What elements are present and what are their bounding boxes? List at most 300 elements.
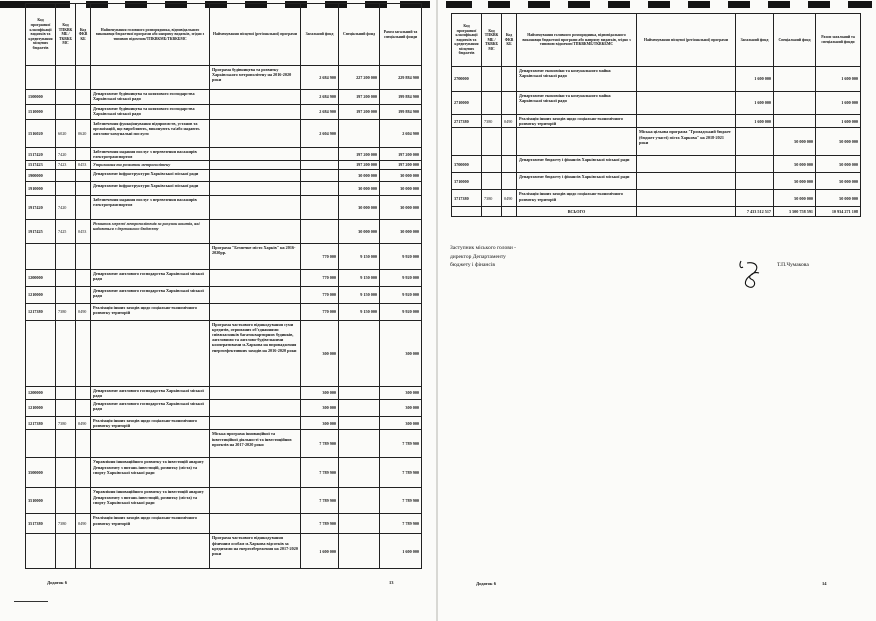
header-general-fund: Загальний фонд [736, 14, 774, 67]
program-code-cell: 1200000 [26, 269, 56, 286]
program-code-cell: 2700000 [452, 67, 482, 92]
total-cell: 300 000 [380, 386, 422, 399]
program-code-cell: 1210000 [26, 286, 56, 303]
fkvkb-cell [76, 148, 91, 161]
special-fund-cell [339, 534, 380, 569]
tpkvkmb-cell: 7420 [56, 148, 76, 161]
general-fund-cell: 300 000 [301, 417, 339, 430]
special-fund-cell: 9 150 000 [339, 269, 380, 286]
scan-header-right [438, 0, 876, 10]
program-name-cell [210, 386, 301, 399]
manager-cell: Реалізація інших заходів щодо соціально-економічного розвитку територій [517, 190, 637, 207]
program-code-cell: 3717380 [452, 190, 482, 207]
header-tpkvkmb: Код ТПКВКМБ / ТКВКБМС [56, 4, 76, 66]
special-fund-cell [339, 320, 380, 386]
special-fund-cell: 197 200 000 [339, 105, 380, 120]
fkvkb-cell [76, 430, 91, 458]
fkvkb-cell [76, 286, 91, 303]
special-fund-cell: 197 200 000 [339, 161, 380, 169]
total-cell: 199 884 900 [380, 90, 422, 105]
table-row [26, 417, 422, 430]
total-cell: 1 600 000 [380, 534, 422, 569]
special-fund-cell [339, 514, 380, 534]
manager-cell: Департамент житлового господарства Харківської міської ради [91, 286, 210, 303]
tpkvkmb-cell [56, 488, 76, 514]
header-manager: Найменування головного розпорядника, відповідального виконавця бюджетної програми або напряму видатків, згідно з типовою відомчою/ТПКВКМБ/ТКВКБМС [91, 4, 210, 66]
table-row [452, 128, 861, 156]
manager-cell [91, 534, 210, 569]
manager-cell: Департамент будівництва та шляхового господарства Харківської міської ради [91, 90, 210, 105]
table-row [26, 303, 422, 320]
general-fund-cell: 300 000 [301, 400, 339, 417]
tpkvkmb-cell [482, 156, 502, 173]
special-fund-cell [774, 115, 816, 128]
program-code-cell: 1516020 [26, 120, 56, 148]
fkvkb-cell [76, 169, 91, 181]
manager-cell: Департамент житлового господарства Харківської міської ради [91, 269, 210, 286]
program-name-cell [210, 161, 301, 169]
left-budget-table [25, 3, 422, 569]
manager-cell: Департамент житлового господарства Харківської міської ради [91, 386, 210, 399]
general-fund-cell [736, 190, 774, 207]
program-name-cell [210, 458, 301, 488]
manager-cell: Утримання та розвиток метрополітену [91, 161, 210, 169]
general-fund-cell [736, 173, 774, 190]
total-cell: 50 000 000 [816, 156, 861, 173]
fkvkb-cell: 0453 [76, 161, 91, 169]
footer-right-label: Додаток 6 [476, 581, 496, 586]
manager-cell: Розвиток мережі метрополітенів за рахунок коштів, які надаються з державного бюджету [91, 219, 210, 243]
program-name-cell [210, 181, 301, 195]
tpkvkmb-cell: 7420 [56, 195, 76, 219]
program-code-cell: 2717380 [452, 115, 482, 128]
tpkvkmb-cell [56, 105, 76, 120]
table-row [26, 269, 422, 286]
handwritten-signature [735, 257, 769, 291]
header-program-name: Найменування місцевої (регіональної) програми [637, 14, 736, 67]
program-code-cell: 1910000 [26, 181, 56, 195]
program-code-cell: 3517380 [26, 514, 56, 534]
special-fund-cell: 50 000 000 [774, 156, 816, 173]
tpkvkmb-cell: 7380 [56, 514, 76, 534]
special-fund-cell [339, 386, 380, 399]
manager-cell: Забезпечення функціонування підприємств, установ та організацій, що виробляють, виконують та/або надають житлово-комунальні послуги [91, 120, 210, 148]
fkvkb-cell [76, 320, 91, 386]
program-code-cell: 3710000 [452, 173, 482, 190]
program-code-cell [26, 534, 56, 569]
table-row [26, 488, 422, 514]
header-fkvkb: Код ФКВКБ [76, 4, 91, 66]
tpkvkmb-cell: 7425 [56, 219, 76, 243]
general-fund-cell: 770 000 [301, 269, 339, 286]
program-code-cell: 1900000 [26, 169, 56, 181]
total-cell: 229 884 900 [380, 66, 422, 90]
program-name-cell: Програма часткового відшкодування суми кредитів, отриманих об'єднаннями співвласників багатоквартирних будинків, житловими та житлово-будівельними кооперативами м.Харкова на впровадження енергоефективних заходів на 2016-2020 роки [210, 320, 301, 386]
table-row [26, 181, 422, 195]
fkvkb-cell [76, 534, 91, 569]
total-row [452, 207, 861, 217]
table-row [26, 514, 422, 534]
table-row [452, 115, 861, 128]
fkvkb-cell [76, 181, 91, 195]
manager-cell [91, 320, 210, 386]
program-name-cell [210, 90, 301, 105]
general-fund-cell: 7 789 900 [301, 488, 339, 514]
manager-cell: Департамент бюджету і фінансів Харківської міської ради [517, 156, 637, 173]
fkvkb-cell [76, 488, 91, 514]
program-name-cell: Програма будівництва та розвитку Харківського метрополітену на 2016-2020 роки [210, 66, 301, 90]
header-program-code: Код програмної класифікації видатків та кредитування місцевих бюджетів [26, 4, 56, 66]
special-fund-cell: 30 000 000 [339, 219, 380, 243]
general-fund-cell: 1 600 000 [736, 92, 774, 115]
general-fund-cell: 770 000 [301, 286, 339, 303]
program-code-cell: 1510000 [26, 105, 56, 120]
scan-artifact-line [14, 601, 48, 602]
program-name-cell [637, 115, 736, 128]
table-header [452, 14, 861, 67]
table-row [26, 458, 422, 488]
fkvkb-cell: 0490 [76, 303, 91, 320]
special-fund-cell: 30 000 000 [339, 169, 380, 181]
program-code-cell: 1517420 [26, 148, 56, 161]
program-code-cell: 2710000 [452, 92, 482, 115]
program-code-cell [452, 128, 482, 156]
table-row [26, 534, 422, 569]
tpkvkmb-cell: 6020 [56, 120, 76, 148]
page-fold [436, 0, 438, 621]
manager-cell: Департамент інфраструктури Харківської міської ради [91, 181, 210, 195]
program-code-cell [26, 243, 56, 269]
tpkvkmb-cell [56, 169, 76, 181]
program-code-cell: 3510000 [26, 488, 56, 514]
general-fund-cell: 770 000 [301, 243, 339, 269]
total-cell: 7 789 900 [380, 430, 422, 458]
tpkvkmb-cell [56, 286, 76, 303]
general-fund-cell [736, 128, 774, 156]
program-name-cell [210, 148, 301, 161]
table-row [26, 219, 422, 243]
program-code-cell: 1217380 [26, 417, 56, 430]
manager-cell [91, 430, 210, 458]
tpkvkmb-cell [56, 458, 76, 488]
program-code-cell: 3500000 [26, 458, 56, 488]
fkvkb-cell [76, 90, 91, 105]
total-cell: 7 789 900 [380, 488, 422, 514]
table-row [26, 161, 422, 169]
header-tpkvkmb: Код ТПКВКМБ / ТКВКБМС [482, 14, 502, 67]
total-cell: 50 000 000 [816, 128, 861, 156]
general-fund-cell [301, 169, 339, 181]
scan-header-dash [608, 1, 630, 8]
scan-header-dash [446, 1, 472, 8]
total-cell: 197 200 000 [380, 148, 422, 161]
footer-right-page: 14 [822, 581, 827, 586]
total-cell: 2 604 900 [380, 120, 422, 148]
table-row [26, 195, 422, 219]
special-fund-cell: 9 150 000 [339, 303, 380, 320]
special-fund-cell: 197 200 000 [339, 90, 380, 105]
general-fund-cell: 1 600 000 [736, 115, 774, 128]
tpkvkmb-cell: 7380 [56, 303, 76, 320]
program-name-cell: Програма "Безпечне місто Харків" на 2016-2020рр. [210, 243, 301, 269]
scan-header-dash [488, 1, 510, 8]
program-name-cell: Міська цільова програма "Громадський бюджет (бюджет участі) міста Харкова" на 2018-2021 роки [637, 128, 736, 156]
fkvkb-cell [502, 156, 517, 173]
program-code-cell: 1217380 [26, 303, 56, 320]
general-fund-cell: 1 600 000 [301, 534, 339, 569]
general-fund-cell [736, 156, 774, 173]
total-cell: 50 000 000 [816, 190, 861, 207]
fkvkb-cell [502, 207, 517, 217]
total-cell: 197 200 000 [380, 161, 422, 169]
general-fund-cell: 2 684 900 [301, 105, 339, 120]
scan-header-dash [728, 1, 750, 8]
scan-header-dash [848, 1, 872, 8]
special-fund-cell [339, 400, 380, 417]
program-code-cell: 1917420 [26, 195, 56, 219]
tpkvkmb-cell [56, 534, 76, 569]
program-name-cell [210, 219, 301, 243]
total-cell: 1 600 000 [816, 67, 861, 92]
general-fund-cell: 7 789 900 [301, 514, 339, 534]
special-fund-cell: 30 000 000 [339, 195, 380, 219]
general-fund-cell: 1 600 000 [736, 67, 774, 92]
manager-cell: ВСЬОГО [517, 207, 637, 217]
general-fund-cell [301, 148, 339, 161]
general-fund-cell: 2 684 900 [301, 90, 339, 105]
manager-cell: Реалізація інших заходів щодо соціально-економічного розвитку територій [517, 115, 637, 128]
program-name-cell [210, 303, 301, 320]
fkvkb-cell [76, 400, 91, 417]
total-cell: 1 600 000 [816, 92, 861, 115]
program-name-cell [637, 67, 736, 92]
program-code-cell: 1210000 [26, 400, 56, 417]
special-fund-cell: 9 150 000 [339, 243, 380, 269]
total-cell: 30 000 000 [380, 219, 422, 243]
special-fund-cell: 50 000 000 [774, 173, 816, 190]
scan-header-dash [648, 1, 670, 8]
manager-cell: Департамент інфраструктури Харківської міської ради [91, 169, 210, 181]
tpkvkmb-cell [482, 207, 502, 217]
fkvkb-cell [76, 386, 91, 399]
general-fund-cell: 2 684 900 [301, 66, 339, 90]
signatory-name: Т.П.Чумакова [777, 262, 809, 268]
program-name-cell [210, 488, 301, 514]
table-row [26, 400, 422, 417]
fkvkb-cell: 0490 [502, 190, 517, 207]
fkvkb-cell [76, 458, 91, 488]
tpkvkmb-cell [56, 243, 76, 269]
scan-header-dash [568, 1, 590, 8]
manager-cell: Департамент будівництва та шляхового господарства Харківської міської ради [91, 105, 210, 120]
tpkvkmb-cell [56, 320, 76, 386]
total-cell: 7 789 900 [380, 514, 422, 534]
header-general-fund: Загальний фонд [301, 4, 339, 66]
program-name-cell [210, 514, 301, 534]
program-name-cell: Міська програма інноваційної та інвестиційної діяльності та інвестиційних проектів на 2017-2020 роки [210, 430, 301, 458]
general-fund-cell [301, 181, 339, 195]
general-fund-cell [301, 161, 339, 169]
tpkvkmb-cell [482, 92, 502, 115]
program-name-cell [210, 105, 301, 120]
general-fund-cell: 7 433 512 517 [736, 207, 774, 217]
manager-cell: Управління інноваційного розвитку та інвестицій апарату Департаменту з питань інвестицій, розвитку (міста) та спорту Харківської міської ради [91, 488, 210, 514]
table-row [26, 105, 422, 120]
total-cell: 1 600 000 [816, 115, 861, 128]
footer-left-label: Додаток 6 [47, 580, 67, 585]
fkvkb-cell: 0620 [76, 120, 91, 148]
table-row [26, 66, 422, 90]
total-cell: 9 920 000 [380, 286, 422, 303]
special-fund-cell [339, 417, 380, 430]
fkvkb-cell: 0490 [502, 115, 517, 128]
signature-line-1: Заступник міського голови - [450, 245, 516, 251]
program-name-cell [637, 92, 736, 115]
manager-cell: Департамент економіки та комунального майна Харківської міської ради [517, 92, 637, 115]
manager-cell: Забезпечення надання послуг з перевезення пасажирів електротранспортом [91, 148, 210, 161]
header-special-fund: Спеціальний фонд [774, 14, 816, 67]
general-fund-cell [301, 195, 339, 219]
manager-cell [91, 243, 210, 269]
table-row [452, 173, 861, 190]
general-fund-cell: 7 789 900 [301, 458, 339, 488]
general-fund-cell: 770 000 [301, 303, 339, 320]
program-name-cell [210, 195, 301, 219]
tpkvkmb-cell [56, 386, 76, 399]
scan-header-dash [688, 1, 710, 8]
header-total-funds: Разом загальний та спеціальний фонди [816, 14, 861, 67]
fkvkb-cell [502, 67, 517, 92]
program-name-cell [210, 286, 301, 303]
manager-cell: Реалізація інших заходів щодо соціально-економічного розвитку територій [91, 417, 210, 430]
program-name-cell [210, 169, 301, 181]
manager-cell [517, 128, 637, 156]
tpkvkmb-cell: 7380 [482, 190, 502, 207]
table-header [26, 4, 422, 66]
program-code-cell: 1917425 [26, 219, 56, 243]
tpkvkmb-cell [56, 90, 76, 105]
program-code-cell: 1500000 [26, 90, 56, 105]
special-fund-cell [339, 458, 380, 488]
general-fund-cell: 7 789 900 [301, 430, 339, 458]
signature-block [450, 244, 516, 270]
total-cell: 30 000 000 [380, 169, 422, 181]
program-code-cell [26, 320, 56, 386]
fkvkb-cell: 0490 [76, 417, 91, 430]
manager-cell: Реалізація інших заходів щодо соціально-економічного розвитку територій [91, 514, 210, 534]
table-row [26, 286, 422, 303]
table-row [452, 156, 861, 173]
fkvkb-cell [76, 243, 91, 269]
program-name-cell [637, 190, 736, 207]
program-code-cell: 1200000 [26, 386, 56, 399]
scan-header-dash [808, 1, 830, 8]
special-fund-cell [339, 120, 380, 148]
fkvkb-cell [76, 66, 91, 90]
total-cell: 7 789 900 [380, 458, 422, 488]
table-row [26, 430, 422, 458]
fkvkb-cell: 0490 [76, 514, 91, 534]
header-fkvkb: Код ФКВКБ [502, 14, 517, 67]
manager-cell: Департамент житлового господарства Харківської міської ради [91, 400, 210, 417]
fkvkb-cell [76, 105, 91, 120]
table-row [26, 120, 422, 148]
program-name-cell [637, 173, 736, 190]
total-cell: 10 934 271 108 [816, 207, 861, 217]
table-row [26, 386, 422, 399]
special-fund-cell [774, 67, 816, 92]
header-program-name: Найменування місцевої (регіональної) програми [210, 4, 301, 66]
program-name-cell [210, 120, 301, 148]
manager-cell: Управління інноваційного розвитку та інвестицій апарату Департаменту з питань інвестицій, розвитку (міста) та спорту Харківської міської ради [91, 458, 210, 488]
fkvkb-cell [502, 128, 517, 156]
program-code-cell [26, 430, 56, 458]
program-code-cell [26, 66, 56, 90]
table-row [26, 320, 422, 386]
program-name-cell [637, 207, 736, 217]
tpkvkmb-cell [482, 173, 502, 190]
footer-left-page: 13 [389, 580, 394, 585]
total-cell: 300 000 [380, 320, 422, 386]
general-fund-cell: 300 000 [301, 386, 339, 399]
special-fund-cell [339, 488, 380, 514]
table-row [26, 90, 422, 105]
special-fund-cell: 3 500 758 591 [774, 207, 816, 217]
scan-header-dash [528, 1, 550, 8]
special-fund-cell: 30 000 000 [339, 181, 380, 195]
program-name-cell [210, 400, 301, 417]
header-special-fund: Спеціальний фонд [339, 4, 380, 66]
table-row [452, 190, 861, 207]
table-row [452, 92, 861, 115]
total-cell: 9 920 000 [380, 269, 422, 286]
manager-cell: Забезпечення надання послуг з перевезення пасажирів електротранспортом [91, 195, 210, 219]
header-total-funds: Разом загальний та спеціальний фонди [380, 4, 422, 66]
special-fund-cell [774, 92, 816, 115]
header-program-code: Код програмної класифікації видатків та кредитування місцевих бюджетів [452, 14, 482, 67]
manager-cell [91, 66, 210, 90]
special-fund-cell: 50 000 000 [774, 190, 816, 207]
tpkvkmb-cell [56, 181, 76, 195]
scan-header-dash [768, 1, 790, 8]
signature-line-2: директор Департаменту [450, 253, 506, 260]
manager-cell: Департамент бюджету і фінансів Харківської міської ради [517, 173, 637, 190]
fkvkb-cell: 0453 [76, 219, 91, 243]
tpkvkmb-cell [482, 128, 502, 156]
table-row [26, 148, 422, 161]
program-name-cell: Програма часткового відшкодування фізичним особам м.Харкова відсотків за кредитами на енергозбереження на 2017-2020 роки [210, 534, 301, 569]
signature-line-3: бюджету і фінансів [450, 262, 495, 269]
tpkvkmb-cell [482, 67, 502, 92]
program-code-cell [452, 207, 482, 217]
special-fund-cell [339, 430, 380, 458]
special-fund-cell: 50 000 000 [774, 128, 816, 156]
tpkvkmb-cell [56, 269, 76, 286]
header-manager: Найменування головного розпорядника, відповідального виконавця бюджетної програми або напряму видатків, згідно з типовою відомчою/ТПКВКМБ/ТКВКБМС [517, 14, 637, 67]
fkvkb-cell [502, 92, 517, 115]
general-fund-cell: 300 000 [301, 320, 339, 386]
special-fund-cell: 9 150 000 [339, 286, 380, 303]
program-name-cell [210, 269, 301, 286]
right-budget-table [451, 13, 861, 217]
program-code-cell: 1517423 [26, 161, 56, 169]
tpkvkmb-cell [56, 400, 76, 417]
general-fund-cell: 2 604 900 [301, 120, 339, 148]
total-cell: 9 920 000 [380, 243, 422, 269]
table-row [26, 169, 422, 181]
total-cell: 50 000 000 [816, 173, 861, 190]
table-row [452, 67, 861, 92]
